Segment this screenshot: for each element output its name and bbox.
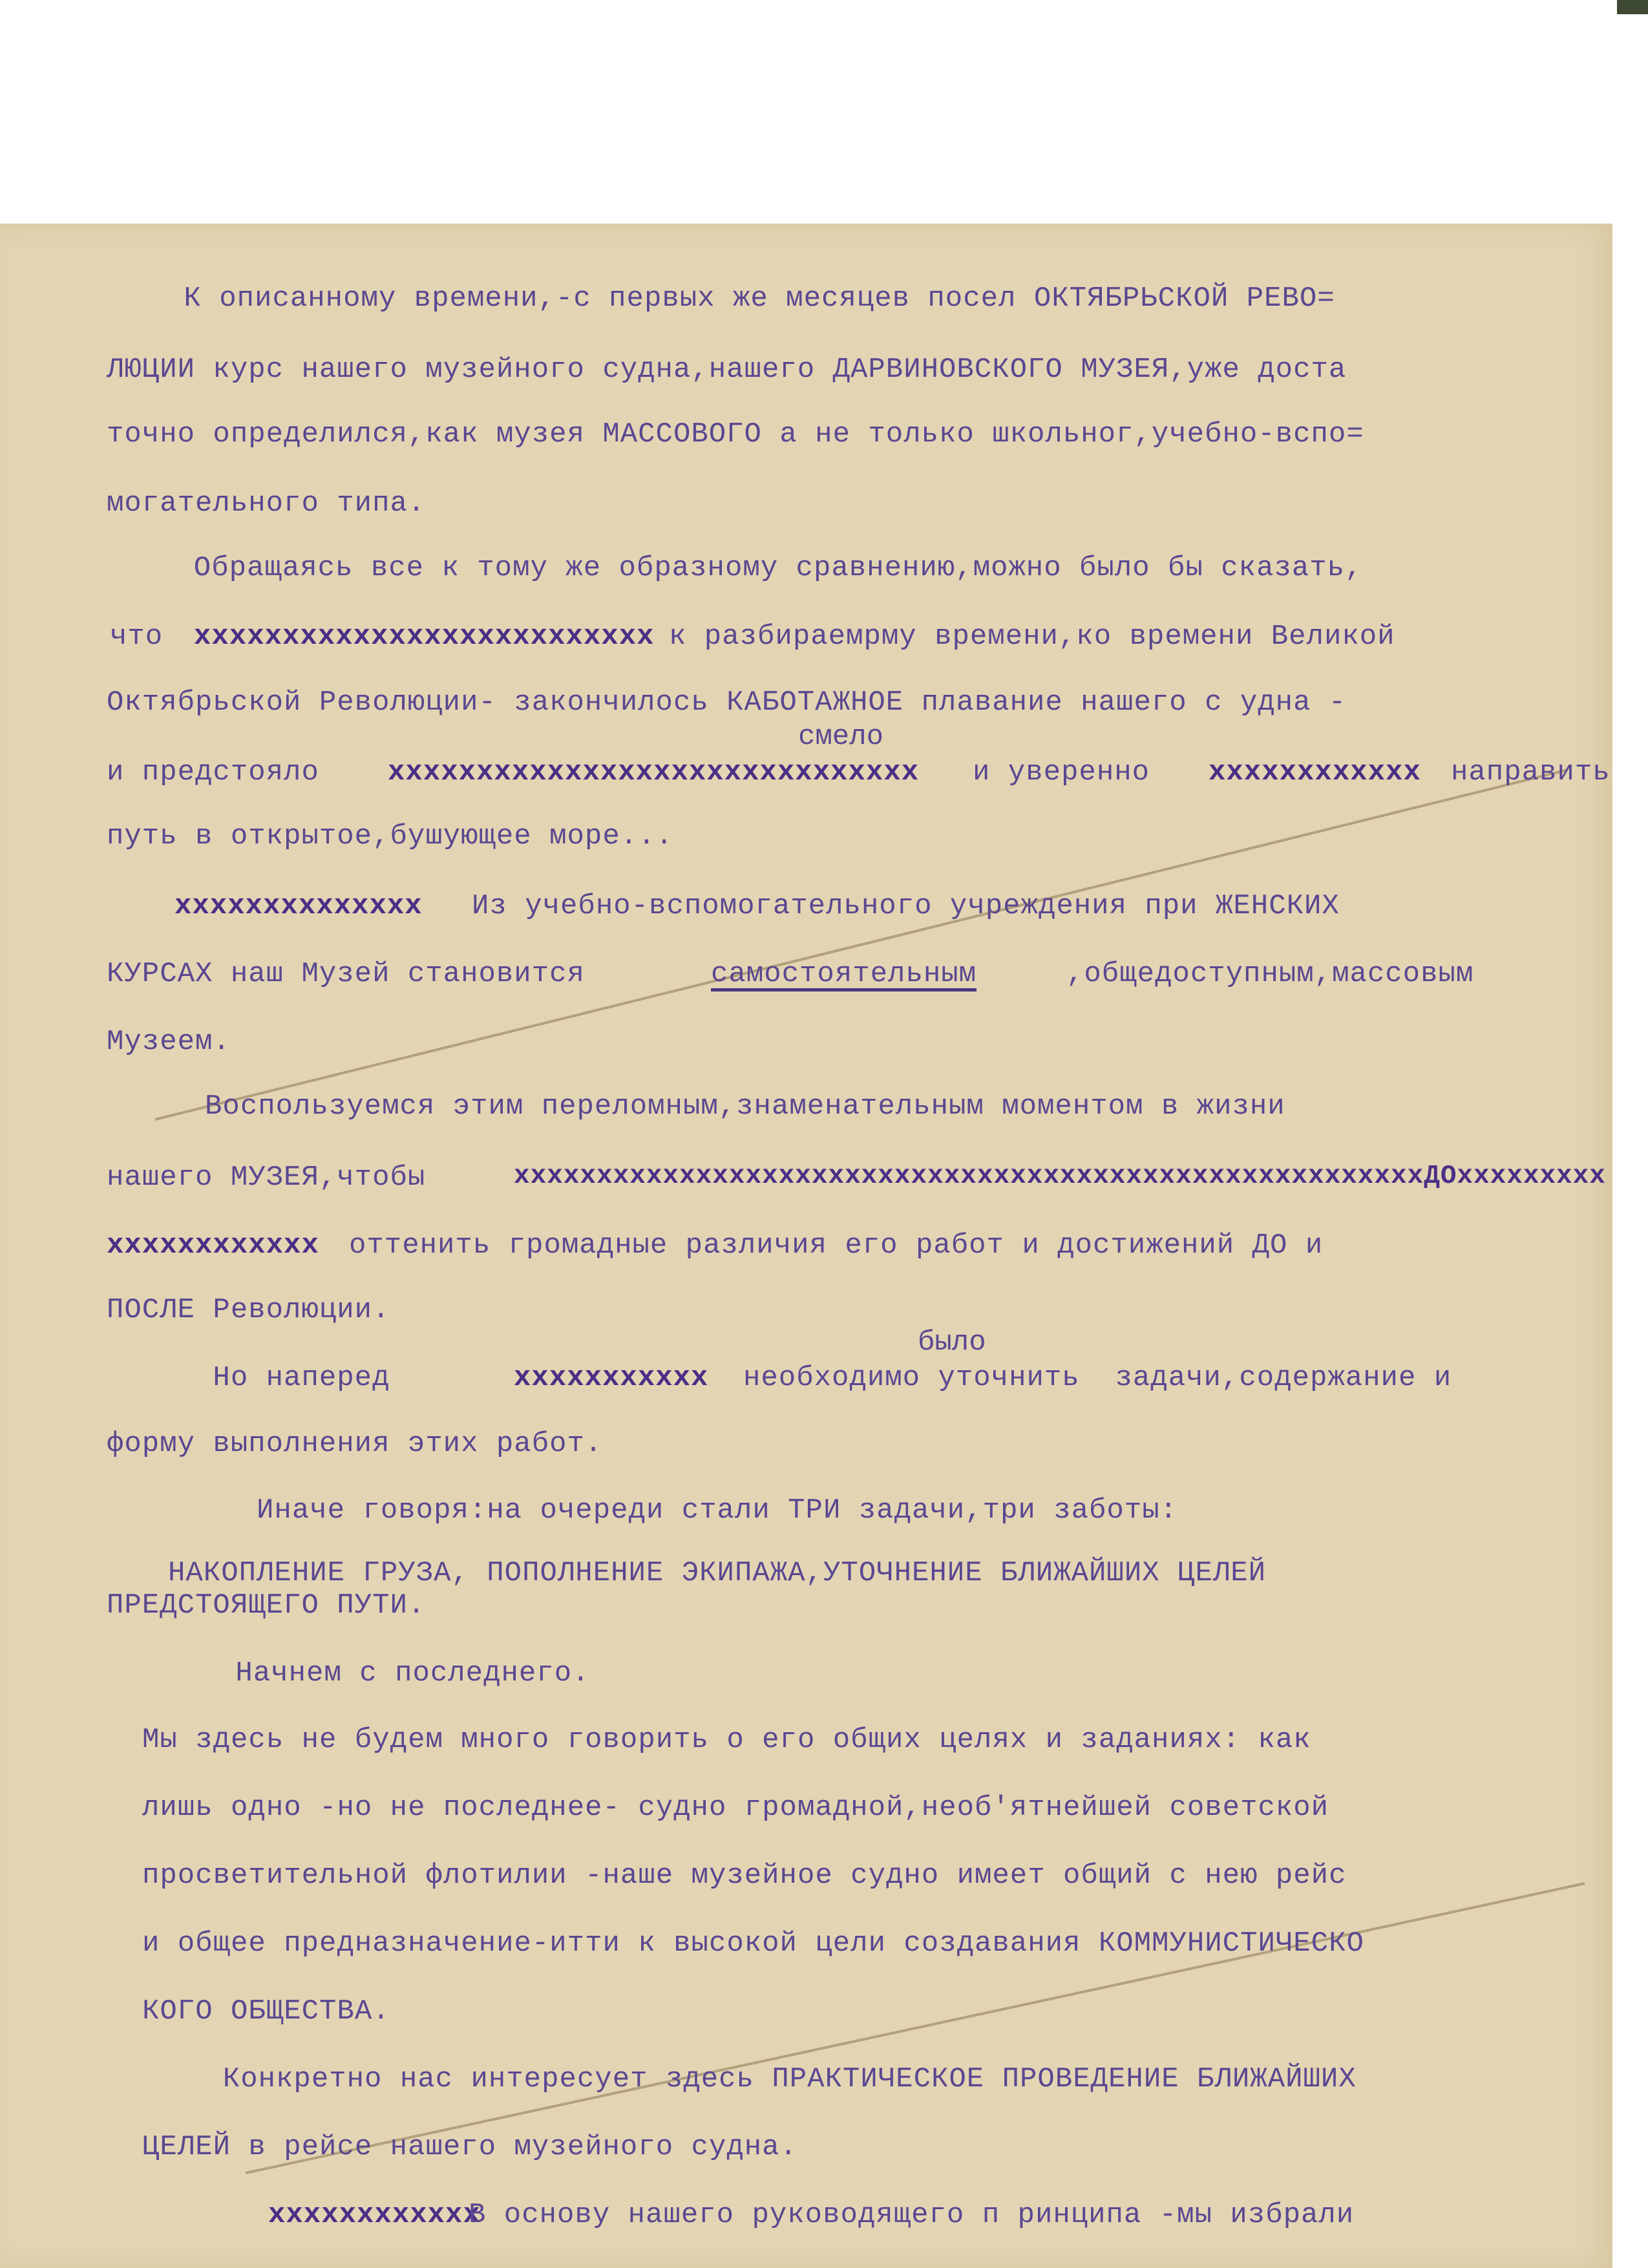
scan-edge (1617, 0, 1648, 14)
text-line: КОГО ОБЩЕСТВА. (142, 1995, 390, 2028)
text-line: Но наперед (107, 1362, 390, 1394)
text-line: что (110, 620, 164, 653)
text-line: лишь одно -но не последнее- судно громадной,необ'ятнейшей советской (142, 1792, 1329, 1824)
text-line: Мы здесь не будем много говорить о его общих целях и заданиях: как (142, 1724, 1311, 1756)
text-line: ЦЕЛЕЙ в рейсе нашего музейного судна. (142, 2131, 798, 2163)
text-line: путь в открытое,бушующее море... (107, 820, 673, 853)
text-line: необходимо уточнить задачи,содержание и (743, 1362, 1452, 1394)
struck-out-text: xxxxxxxxxxxx (1209, 756, 1421, 789)
struck-out-text: xxxxxxxxxxxxxxxxxxxxxxxxxx (194, 620, 655, 653)
struck-out-text: xxxxxxxxxxxx (268, 2199, 481, 2231)
text-line: и предстояло (107, 756, 319, 789)
text-line: и общее предназначение-итти к высокой цели создавания КОММУНИСТИЧЕСКО (142, 1927, 1364, 1960)
text-line: Начнем с последнего. (129, 1657, 590, 1690)
text-line: Конкретно нас интересует здесь ПРАКТИЧЕСКОЕ ПРОВЕДЕНИЕ БЛИЖАЙШИХ (187, 2063, 1357, 2095)
handwritten-insertion: было (918, 1326, 986, 1359)
text-line: В основу нашего руководящего п ринципа -мы избрали (469, 2199, 1355, 2231)
text-line: точно определился,как музея МАССОВОГО а не только школьног,учебно-вспо= (107, 418, 1364, 450)
text-line: К описанному времени,-с первых же месяцев посел ОКТЯБРЬСКОЙ РЕВО= (78, 282, 1335, 315)
text-line: Из учебно-вспомогательного учреждения при ЖЕНСКИХ (472, 890, 1340, 922)
struck-out-text: xxxxxxxxxxxxxxxxxxxxxxxxxxxxxxxxxxxxxxxxxxxxxxxxxxxxxxxДОxxxxxxxxx (514, 1161, 1606, 1191)
text-line: могательного типа. (107, 487, 426, 520)
text-line: к разбираемрму времени,ко времени Великой (669, 620, 1395, 653)
text-line: просветительной флотилии -наше музейное судно имеет общий с нею рейс (142, 1860, 1347, 1892)
text-line: Иначе говоря:на очереди стали ТРИ задачи,три заботы: (168, 1494, 1178, 1527)
text-line: ЛЮЦИИ курс нашего музейного судна,нашего ДАРВИНОВСКОГО МУЗЕЯ,уже доста (107, 354, 1347, 386)
struck-out-text: xxxxxxxxxxxx (107, 1229, 319, 1262)
text-line: ПОСЛЕ Революции. (107, 1294, 390, 1326)
text-line: ПРЕДСТОЯЩЕГО ПУТИ. (107, 1589, 426, 1622)
text-line: КУРСАХ наш Музей становится (107, 958, 585, 990)
struck-out-text: xxxxxxxxxxxxxx (174, 890, 423, 922)
text-line: и уверенно (973, 756, 1150, 789)
text-line: оттенить громадные различия его работ и достижений ДО и (349, 1229, 1324, 1262)
scan-background (0, 0, 1648, 233)
text-line: Музеем. (107, 1026, 231, 1058)
text-line: ,общедоступным,массовым (1066, 958, 1474, 990)
struck-out-text: xxxxxxxxxxx (514, 1362, 709, 1394)
underlined-word: самостоятельным (711, 958, 977, 990)
text-line: нашего МУЗЕЯ,чтобы (107, 1161, 426, 1194)
text-line: НАКОПЛЕНИЕ ГРУЗА, ПОПОЛНЕНИЕ ЭКИПАЖА,УТОЧНЕНИЕ БЛИЖАЙШИХ ЦЕЛЕЙ (168, 1557, 1267, 1589)
struck-out-text: xxxxxxxxxxxxxxxxxxxxxxxxxxxxxx (388, 756, 920, 789)
text-line: форму выполнения этих работ. (107, 1428, 603, 1460)
text-line: направить (1451, 756, 1611, 789)
handwritten-insertion: смело (798, 721, 884, 753)
text-line: Октябрьской Революции- закончилось КАБОТАЖНОЕ плавание нашего с удна - (107, 686, 1347, 719)
text-line: Обращаясь все к тому же образному сравнению,можно было бы сказать, (158, 552, 1363, 584)
text-line: Воспользуемся этим переломным,знаменательным моментом в жизни (116, 1090, 1285, 1123)
